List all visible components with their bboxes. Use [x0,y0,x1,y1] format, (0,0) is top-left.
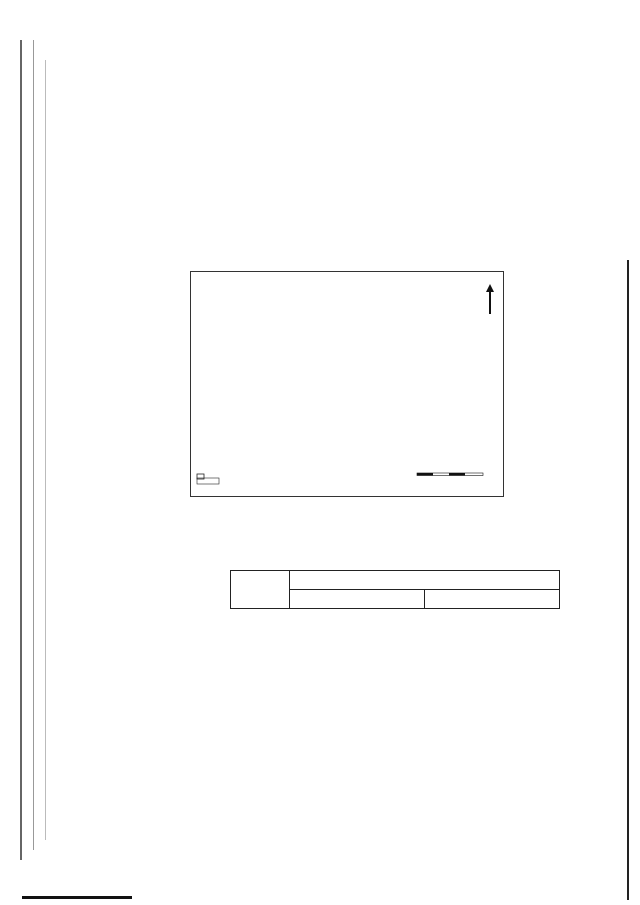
scan-margin-line [33,40,34,850]
header-coordinates [290,571,560,590]
scan-margin-line [627,260,629,900]
header-point-number [231,571,290,609]
scan-bottom-edge [22,896,132,899]
boundary-map-svg [191,272,503,496]
coordinates-table [230,570,560,609]
header-latitude-x [290,590,425,609]
north-arrow [486,284,494,314]
scan-margin-line [20,40,22,860]
header-longitude-y [425,590,560,609]
boundary-map [190,271,504,497]
map-legend [197,474,219,484]
scale-bar [417,473,483,476]
scan-margin-line [45,60,46,840]
